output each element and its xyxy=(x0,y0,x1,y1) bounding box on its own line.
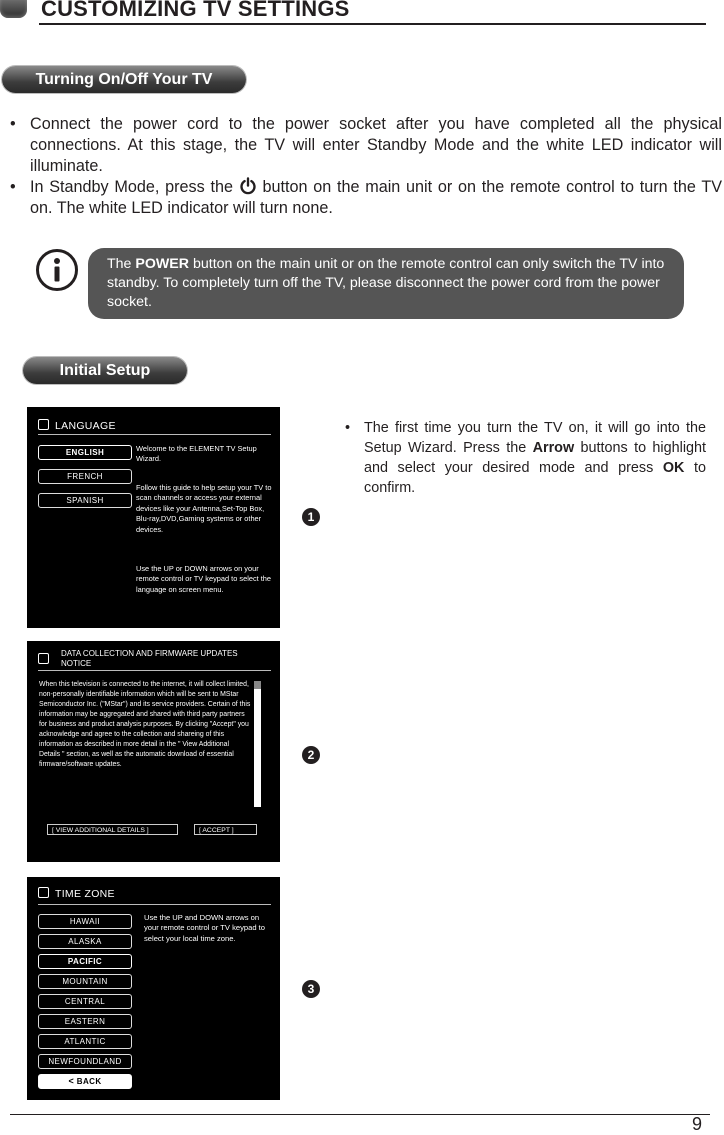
time-zone-option-alaska[interactable]: ALASKA xyxy=(38,934,132,949)
power-note xyxy=(88,248,684,319)
checkbox-icon xyxy=(38,419,49,430)
bullet-text: Connect the power cord to the power socket after you have completed all the physical connections. At this stage, the TV will enter Standby Mode and the white LED indicator will illuminate. xyxy=(30,115,722,175)
setup-text-3: to confirm. xyxy=(364,460,707,496)
accept-button[interactable]: [ ACCEPT ] xyxy=(194,824,257,835)
language-option-french[interactable]: FRENCH xyxy=(38,469,132,484)
time-zone-option-hawaii[interactable]: HAWAII xyxy=(38,914,132,929)
bullet-dot: • xyxy=(10,115,16,133)
chevron-left-icon: < xyxy=(68,1076,75,1086)
heading-line-1: DATA COLLECTION AND FIRMWARE UPDATES xyxy=(61,649,238,658)
bullet-text-before: In Standby Mode, press the xyxy=(30,178,233,196)
time-zone-option-eastern[interactable]: EASTERN xyxy=(38,1014,132,1029)
turn-on-bullet-list xyxy=(10,114,722,219)
step-badge-3: 3 xyxy=(302,980,320,998)
language-instruction-text: Use the UP or DOWN arrows on your remote control or TV keypad to select the language on screen menu. xyxy=(136,564,272,594)
time-zone-heading-text: TIME ZONE xyxy=(55,888,115,900)
header-tab-icon xyxy=(0,0,27,18)
setup-text-2: buttons to highlight and select your desired mode and press xyxy=(364,440,707,476)
note-bold-power: POWER xyxy=(135,256,190,272)
language-screen xyxy=(27,407,280,628)
bullet-text-after: button on the main unit or on the remote control to turn the TV on. The white LED indicator will turn none. xyxy=(30,178,723,217)
time-zone-option-atlantic[interactable]: ATLANTIC xyxy=(38,1034,132,1049)
section-pill-initial-setup: Initial Setup xyxy=(23,357,187,384)
language-heading xyxy=(38,419,116,432)
info-icon xyxy=(35,248,79,292)
data-collection-heading xyxy=(61,649,276,669)
step-badge-2: 2 xyxy=(302,746,320,764)
time-zone-option-newfoundland[interactable]: NEWFOUNDLAND xyxy=(38,1054,132,1069)
setup-bold-ok: OK xyxy=(662,460,685,476)
bullet-dot: • xyxy=(10,178,16,196)
data-collection-body: When this television is connected to the internet, it will collect limited, non-personally identifiable information which will be sent to MStar Semiconductor Inc. ("MStar") and its service providers. Certain of this information may be aggregated and shared with third party partners for business and product analysis purposes. By clicking "Accept" you acknowledge and agree to the collection and shareing of this information as described in more detail in the " View Additional Details " section, as well as the automatic download of essential firmware/software updates. xyxy=(39,681,251,768)
bullet-standby xyxy=(10,177,722,219)
language-option-spanish[interactable]: SPANISH xyxy=(38,493,132,508)
data-collection-screen xyxy=(27,641,280,862)
time-zone-help-text: Use the UP and DOWN arrows on your remote control or TV keypad to select your local time zone. xyxy=(144,913,265,943)
bullet-connect-power xyxy=(10,114,722,177)
language-welcome-text: Welcome to the ELEMENT TV Setup Wizard. xyxy=(136,444,257,464)
bullet-dot: • xyxy=(345,420,351,436)
language-guide-text: Follow this guide to help setup your TV to scan channels or access your external devices like your Antenna,Set-Top Box, Blu-ray,DVD,Gaming systems or other devices. xyxy=(136,483,272,534)
screen-divider xyxy=(38,434,271,435)
language-heading-text: LANGUAGE xyxy=(55,420,116,432)
setup-bold-arrow: Arrow xyxy=(532,440,575,456)
time-zone-heading xyxy=(38,887,115,900)
header-divider xyxy=(39,23,706,25)
view-details-button[interactable]: [ VIEW ADDITIONAL DETAILS ] xyxy=(47,824,178,835)
heading-line-2: NOTICE xyxy=(61,659,92,668)
note-text-after: button on the main unit or on the remote control can only switch the TV into standby. To completely turn off the TV, please disconnect the power cord from the power socket. xyxy=(107,256,665,310)
time-zone-screen xyxy=(27,877,280,1100)
checkbox-icon xyxy=(38,653,49,664)
step-badge-1: 1 xyxy=(302,508,320,526)
setup-text-1: The first time you turn the TV on, it will go into the Setup Wizard. Press the xyxy=(364,420,706,456)
checkbox-icon xyxy=(38,887,49,898)
setup-instruction xyxy=(341,418,706,498)
page-number: 9 xyxy=(692,1114,703,1134)
time-zone-option-central[interactable]: CENTRAL xyxy=(38,994,132,1009)
back-button[interactable] xyxy=(38,1074,132,1089)
note-text-before: The xyxy=(107,256,132,272)
language-option-english[interactable]: ENGLISH xyxy=(38,445,132,460)
page-title: CUSTOMIZING TV SETTINGS xyxy=(41,0,350,21)
back-label: BACK xyxy=(76,1077,102,1086)
scrollbar-thumb[interactable] xyxy=(254,681,261,689)
power-icon xyxy=(239,177,257,195)
setup-bullet xyxy=(341,418,706,498)
section-pill-turning-on-off: Turning On/Off Your TV xyxy=(2,66,246,93)
time-zone-option-pacific[interactable]: PACIFIC xyxy=(38,954,132,969)
scrollbar[interactable] xyxy=(254,681,261,807)
time-zone-option-mountain[interactable]: MOUNTAIN xyxy=(38,974,132,989)
footer-divider xyxy=(10,1114,710,1115)
screen-divider xyxy=(38,670,271,671)
screen-divider xyxy=(38,904,271,905)
